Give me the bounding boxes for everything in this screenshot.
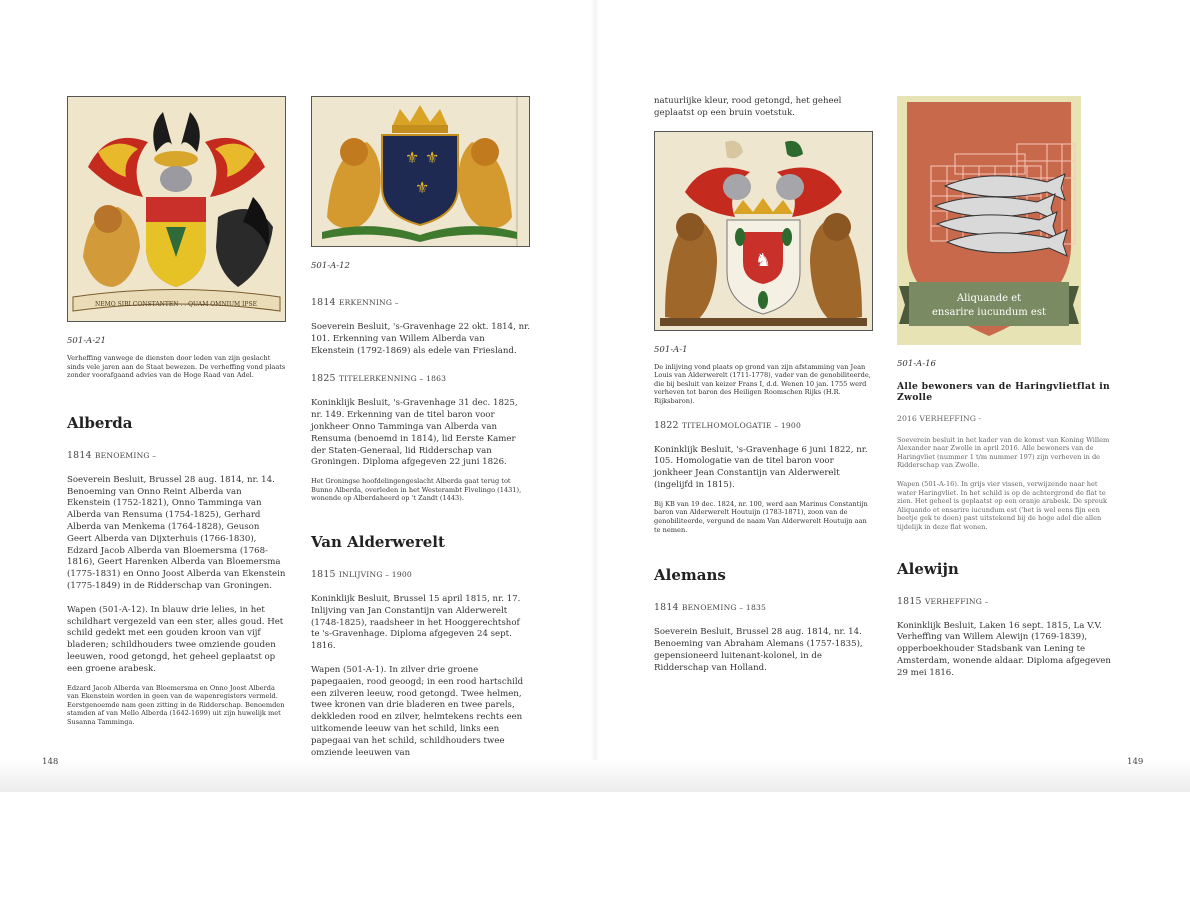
figure-note: De inlijving vond plaats op grond van zijn afstamming van Jean Louis van Alderwerelt (1711-1778), vader van de genobiliteerde, die bij besluit van keizer Frans I, d.d. Wenen 10 jan. 1755 werd verheven tot baron des Heiligen Roomschen Rijks (H.R. Rijksbaron). [654,362,871,405]
body-paragraph: Soeverein Besluit, Brussel 28 aug. 1814, nr. 14. Benoeming van Onno Reint Alberda van Ekenstein (1752-1821), Onno Tamminga van Alberda van Rensuma (1754-1825), Gerhard Alberda van Menkema (1764-1828), Geuson Geert Alberda van Dijxterhuis (1766-1830), Edzard Jacob Alberda van Bloemersma (1768-1816), Geert Harenken Alberda van Bloemersma (1775-1831) en Onno Joost Alberda van Ekenstein (1775-1849) in de Ridderschap van Groningen. [67,474,286,591]
body-paragraph: Soeverein Besluit, Brussel 28 aug. 1814, nr. 14. Benoeming van Abraham Alemans (1757-1835), gepensioneerd luitenant-kolonel, in de Ridderschap van Holland. [654,627,863,673]
subheading-year: 1822 [654,419,679,431]
body-paragraph: Koninklijk Besluit, Brussel 15 april 1815, nr. 17. Inlijving van Jan Constantijn van Alderwerelt (1748-1825), raadsheer in het Hooggerechtshof te 's-Gravenhage. Diploma afgegeven 24 sept. 1816. [311,593,521,652]
body-paragraph: Wapen (501-A-12). In blauw drie lelies, in het schildhart vergezeld van een ster, alles goud. Het schild gedekt met een gouden kroon van vijf bladeren; schildhouders twee omziende gouden leeuwen, rood getongd, het geheel geplaatst op een groene arabesk. [67,604,284,674]
entry-heading-van-alderwerelt: Van Alderwerelt [311,532,445,551]
svg-text:♞: ♞ [755,249,772,271]
subheading-year: 1825 [311,373,336,385]
figure-paragraph: Wapen (501-A-16). In grijs vier vissen, verwijzende naar het water Haringvliet. In het schild is op de achtergrond de flat te zien. Het geheel is geplaatst op een oranje arabesk. De spreuk Aliquando et ensarire iucundum est ('het is wel eens fijn een beetje gek te doen) past uitstekend bij de hoge adel die allen tijdelijk in deze flat wonen. [897,479,1108,531]
coat-of-arms-alberda-ekenstein-illustration [68,97,285,321]
figure-subheading: 2016 VERHEFFING - [897,414,982,423]
empty-background [0,792,1190,900]
body-paragraph: Koninklijk Besluit, 's-Gravenhage 31 dec. 1825, nr. 149. Erkenning van de titel baron voor jonkheer Onno Tamminga van Alberda van Rensuma (benoemd in 1814), lid Eerste Kamer der Staten-Generaal, lid Ridderschap van Groningen. Diploma afgegeven 22 juni 1826. [311,398,518,468]
entry-heading-alberda: Alberda [67,413,133,432]
figure-paragraph: Soeverein besluit in het kader van de komst van Koning Willem Alexander naar Zwolle in april 2016. Alle bewoners van de Haringvliet (nummer 1 t/m nummer 197) zijn verheven in de Ridderschap van Zwolle. [897,435,1110,470]
footnote-text: Bij KB van 19 dec. 1824, nr. 100, werd aan Marinus Constantijn baron van Alderwerelt Houtuijn (1783-1871), zoon van de genobiliteerde, vergund de naam Van Alderwerelt Houtuijn aan te nemen. [654,499,868,534]
entry-heading-alemans: Alemans [654,566,726,585]
figure-caption: 501-A-21 [67,336,106,346]
subheading-text: INLIJVING – 1900 [338,569,412,579]
coat-of-arms-van-alderwerelt-illustration [655,132,872,330]
figure-note: Verheffing vanwege de diensten door leden van zijn geslacht sinds vele jaren aan de Staat bewezen. De verheffing vond plaats zonder voorafgaand advies van de Hoge Raad van Adel. [67,354,286,380]
page-number-right: 149 [1127,757,1144,767]
svg-text:⚜: ⚜ [405,148,420,167]
subheading-year: 1815 [311,568,336,580]
entry-heading-alewijn: Alewijn [897,559,959,578]
figure-caption: 501-A-16 [897,359,936,369]
footnote-text: Het Groningse hoofdelingengeslacht Alberda gaat terug tot Bunno Alberda, overleden in het Westerambt Fivelingo (1431), wonende op Alberdaheerd op 't Zandt (1443). [311,477,522,503]
book-gutter [590,0,600,790]
page-bottom-shadow [0,760,1190,792]
subheading-text: TITELHOMOLOGATIE – 1900 [681,420,801,430]
subheading-year: 1814 [654,602,679,614]
coat-of-arms-van-alderwerelt [654,131,873,331]
entry-subheading [311,373,530,384]
banner-text-line-2: ensarire iucundum est [932,307,1046,318]
subheading-text: BENOEMING – 1835 [681,603,767,613]
figure-title: Alle bewoners van de Haringvlietflat in Zwolle [897,381,1111,403]
subheading-text: VERHEFFING – [924,596,989,606]
left-page-column-1 [67,96,286,727]
motto-ribbon-text: NEMO SIBI CONSTANTEN . . QUAM OMNIUM IPSE [95,301,257,308]
footnote-text: Edzard Jacob Alberda van Bloemersma en Onno Joost Alberda van Ekenstein worden in geen van de wapenregisters vermeld. Eerstgenoemde nam geen zitting in de Ridderschap. Benoemden stamden af van Mello Alberda (1642-1699) uit zijn huwelijk met Susanna Tamminga. [67,683,285,726]
subheading-text: TITELERKENNING – 1863 [338,374,447,384]
svg-text:⚜: ⚜ [425,148,440,167]
subheading-text: BENOEMING – [94,450,157,460]
right-page-column-2 [897,96,1111,680]
left-page-column-2 [311,96,530,759]
page-number-left: 148 [42,757,59,767]
entry-subheading [311,297,530,308]
figure-caption: 501-A-12 [311,261,350,271]
subheading-text: ERKENNING – [338,298,399,307]
coat-of-arms-haringvlietflat [897,96,1081,345]
coat-of-arms-alberda [311,96,530,247]
coat-of-arms-alberda-illustration [312,97,529,246]
subheading-year: 1814 [67,449,92,461]
entry-subheading [654,602,873,613]
coat-of-arms-haringvlietflat-illustration [897,96,1081,345]
entry-subheading [897,596,1111,607]
entry-subheading [67,450,286,461]
body-paragraph: Soeverein Besluit, 's-Gravenhage 22 okt. 1814, nr. 101. Erkenning van Willem Alberda van Ekenstein (1792-1869) als edele van Friesland. [311,322,531,356]
continued-text: natuurlijke kleur, rood getongd, het geheel geplaatst op een bruin voetstuk. [654,96,842,118]
coat-of-arms-alberda-ekenstein [67,96,286,322]
body-paragraph: Koninklijk Besluit, Laken 16 sept. 1815, La V.V. Verheffing van Willem Alewijn (1769-1839), opperboekhouder Stadsbank van Lening te Amsterdam, wonende aldaar. Diploma afgegeven 29 mei 1816. [897,620,1111,678]
subheading-year: 1815 [897,595,922,607]
entry-subheading [311,569,530,580]
svg-text:⚜: ⚜ [415,178,430,197]
body-paragraph: Koninklijk Besluit, 's-Gravenhage 6 juni 1822, nr. 105. Homologatie van de titel baron voor jonkheer Jean Constantijn van Alderwerelt (ingelijfd in 1815). [654,444,868,490]
banner-text-line-1: Aliquande et [956,293,1022,304]
figure-caption: 501-A-1 [654,344,688,355]
entry-subheading [654,420,873,431]
right-page-column-1 [654,96,873,674]
subheading-year: 1814 [311,297,336,308]
body-paragraph: Wapen (501-A-1). In zilver drie groene papegaaien, rood geoogd; in een rood hartschild een zilveren leeuw, rood getongd. Twee helmen, twee kronen van drie bladeren en twee parels, dekkleden rood en zilver, helmtekens rechts een uitkomende leeuw van het schild, links een papegaai van het schild, schildhouders twee omziende leeuwen van [311,664,524,758]
